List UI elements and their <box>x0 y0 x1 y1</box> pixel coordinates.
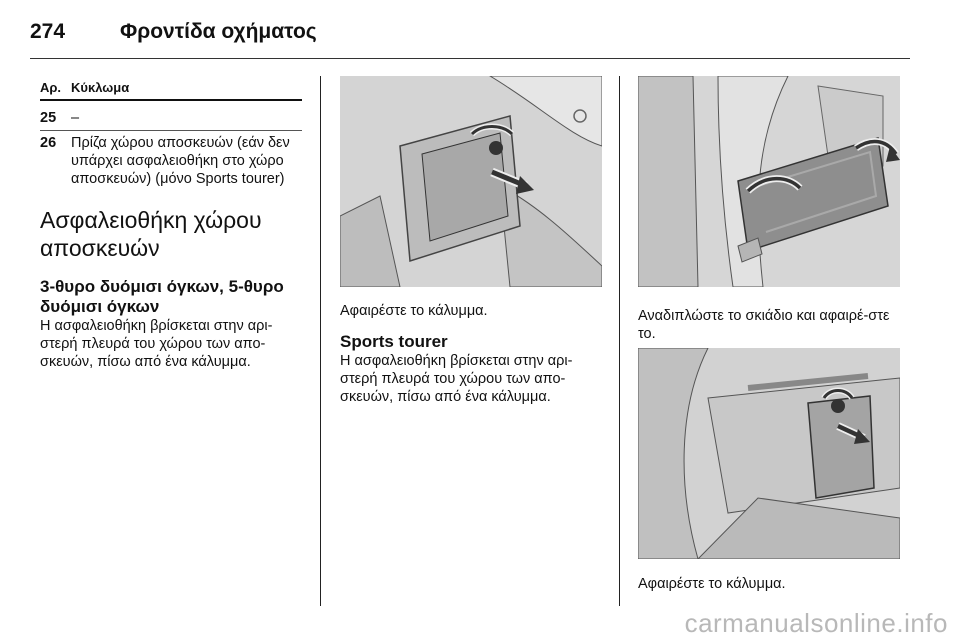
fuse-table-header <box>40 80 302 101</box>
page-number: 274 <box>30 20 66 43</box>
column-divider-2 <box>619 76 620 606</box>
page-title: Φροντίδα οχήματος <box>120 20 317 43</box>
column-header-number: Αρ. <box>40 80 62 95</box>
column-divider-1 <box>320 76 321 606</box>
subsection-heading-hatchback: 3-θυρο δυόμισι όγκων, 5-θυρο δυόμισι όγκων <box>40 277 284 316</box>
fuse-number: 26 <box>40 135 57 151</box>
subsection-heading-sports-tourer: Sports tourer <box>340 332 448 351</box>
table-row <box>40 109 302 131</box>
subsection-text-hatchback: Η ασφαλειοθήκη βρίσκεται στην αρι-στερή πλευρά του χώρου των απο-σκευών, πίσω από ένα κάλυμμα. <box>40 318 273 370</box>
figure-caption-3: Αφαιρέστε το κάλυμμα. <box>638 576 786 592</box>
figure-cover-sports-tourer <box>638 348 900 559</box>
fuse-circuit: – <box>71 110 80 126</box>
column-1 <box>40 80 302 371</box>
column-2-text <box>340 332 602 406</box>
figure-cover-hatchback <box>340 76 602 287</box>
figure-caption-2: Αναδιπλώστε το σκιάδιο και αφαιρέ-στε το. <box>638 308 890 342</box>
section-heading: Ασφαλειοθήκη χώρου αποσκευών <box>40 207 262 261</box>
fuse-number: 25 <box>40 110 57 126</box>
subsection-text-sports-tourer: Η ασφαλειοθήκη βρίσκεται στην αρι-στερή πλευρά του χώρου των απο-σκευών, πίσω από ένα κάλυμμα. <box>340 353 573 405</box>
fuse-circuit: Πρίζα χώρου αποσκευών (εάν δεν υπάρχει ασφαλειοθήκη στο χώρο αποσκευών) (μόνο Sports tourer) <box>71 135 290 187</box>
figure-caption-1: Αφαιρέστε το κάλυμμα. <box>340 303 488 319</box>
table-row <box>40 134 302 188</box>
header-divider <box>30 58 910 59</box>
column-header-circuit: Κύκλωμα <box>71 80 130 95</box>
figure-fold-cover <box>638 76 900 287</box>
watermark-text: carmanualsonline.info <box>684 608 948 638</box>
